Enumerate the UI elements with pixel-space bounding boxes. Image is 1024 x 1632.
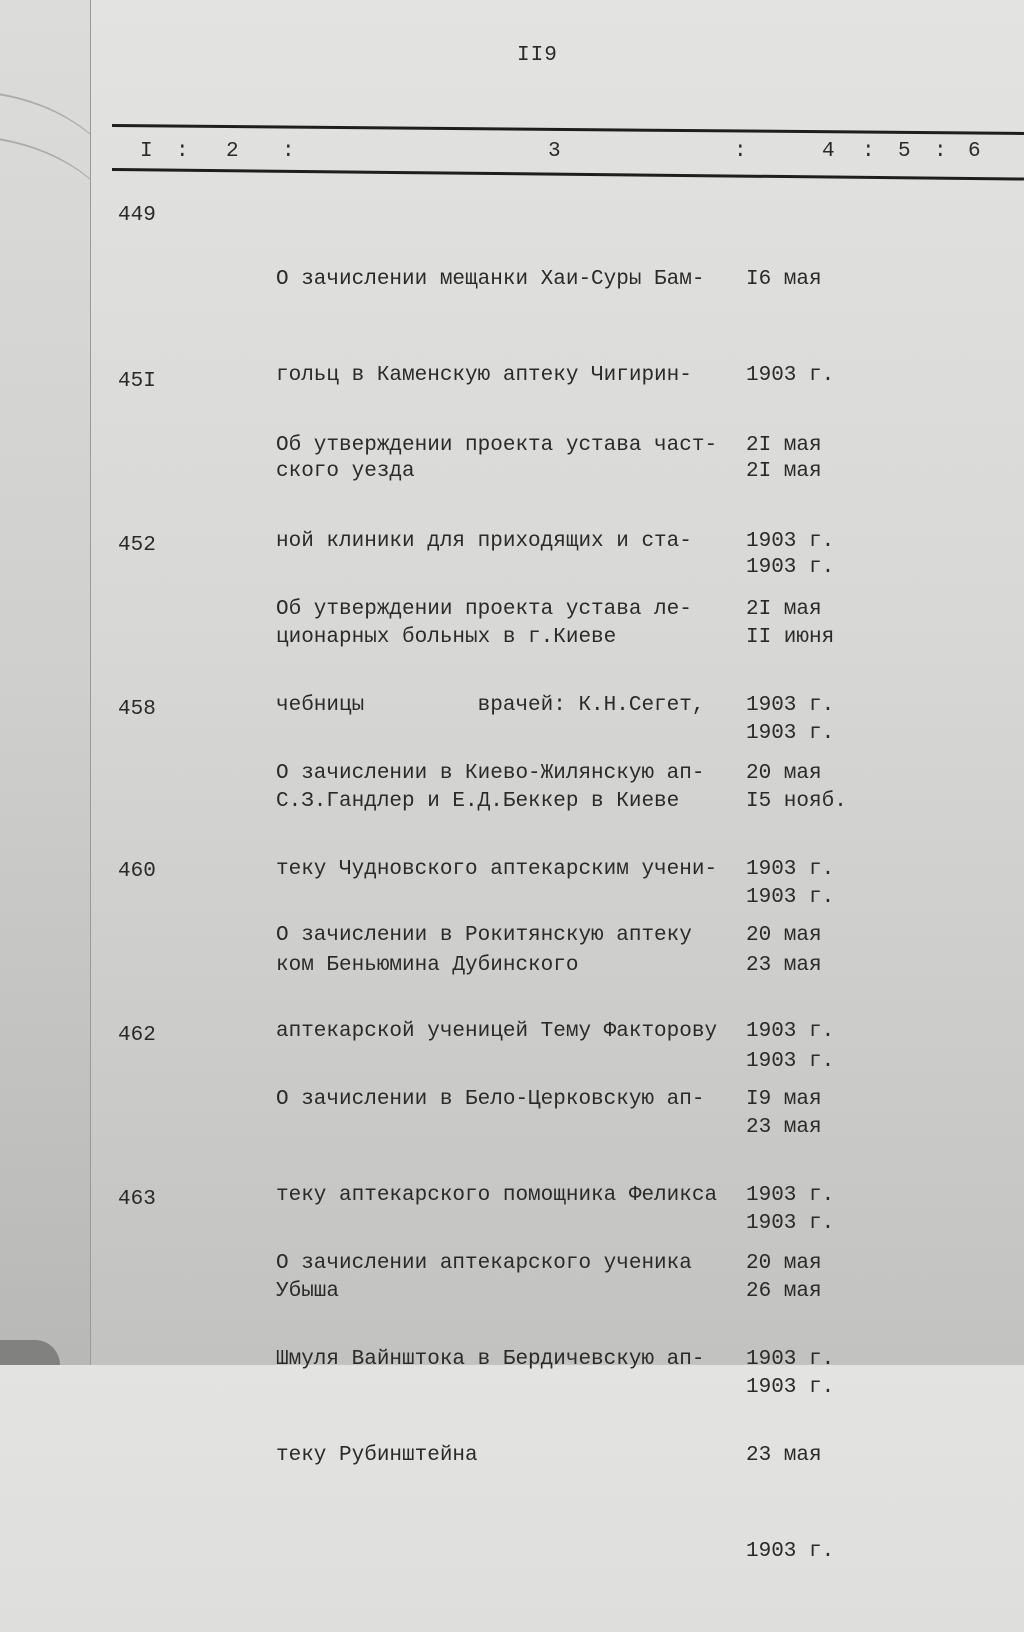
entry-number: 463 — [118, 1188, 156, 1211]
facing-page-edge — [0, 0, 91, 1365]
col-header-1: I — [140, 140, 153, 163]
entry-description: О зачислении в Киево-Жилянскую ап- теку Чудновского аптекарским учени- ком Беньюмина Дубинского — [276, 762, 718, 977]
entry-dates: I9 мая 1903 г. 26 мая 1903 г. — [746, 1088, 835, 1399]
entry-number: 458 — [118, 698, 156, 721]
col-separator: : — [734, 140, 747, 163]
col-header-6: 6 — [968, 140, 981, 163]
column-header-row — [92, 140, 1024, 166]
col-separator: : — [282, 140, 295, 163]
col-header-4: 4 — [822, 140, 835, 163]
col-header-5: 5 — [898, 140, 911, 163]
entry-number: 460 — [118, 860, 156, 883]
header-rule-bottom — [112, 168, 1024, 181]
entry-number: 452 — [118, 534, 156, 557]
col-header-2: 2 — [226, 140, 239, 163]
entry-number: 462 — [118, 1024, 156, 1047]
entry-dates: 2I мая 1903 г. II июня 1903 г. — [746, 434, 835, 745]
entry-description: О зачислении мещанки Хаи-Суры Бам- гольц в Каменскую аптеку Чигирин- ского уезда — [276, 268, 705, 483]
entry-dates: 2I мая 1903 г. I5 нояб. 1903 г. — [746, 598, 847, 909]
entry-description: Об утверждении проекта устава ле- чебницы врачей: К.Н.Сегет, С.З.Гандлер и Е.Д.Беккер в Киеве — [276, 598, 705, 813]
entry-description: О зачислении в Рокитянскую аптеку аптекарской ученицей Тему Факторову — [276, 924, 718, 1043]
finger-shadow — [0, 1340, 60, 1365]
entry-dates: 20 мая 1903 г. 23 мая 1903 г. — [746, 1252, 835, 1563]
entry-description: О зачислении аптекарского ученика Шмуля Вайнштока в Бердичевскую ап- теку Рубинштейна — [276, 1252, 705, 1467]
entry-number: 45I — [118, 370, 156, 393]
col-separator: : — [176, 140, 189, 163]
entry-dates: I6 мая 1903 г. 2I мая 1903 г. — [746, 268, 835, 579]
entry-description: О зачислении в Бело-Церковскую ап- теку аптекарского помощника Феликса Убыша — [276, 1088, 718, 1303]
header-rule-top — [112, 124, 1024, 135]
entry-dates: 20 мая 1903 г. 23 мая 1903 г. — [746, 762, 835, 1073]
col-header-3: 3 — [548, 140, 561, 163]
col-separator: : — [934, 140, 947, 163]
document-page — [92, 0, 1024, 1563]
entry-number: 449 — [118, 204, 156, 227]
entry-dates: 20 мая 1903 г. 23 мая 1903 г. — [746, 924, 835, 1235]
entry-description: Об утверждении проекта устава част- ной клиники для приходящих и ста- ционарных больных в г.Киеве — [276, 434, 718, 649]
page-number: II9 — [517, 44, 558, 67]
col-separator: : — [862, 140, 875, 163]
